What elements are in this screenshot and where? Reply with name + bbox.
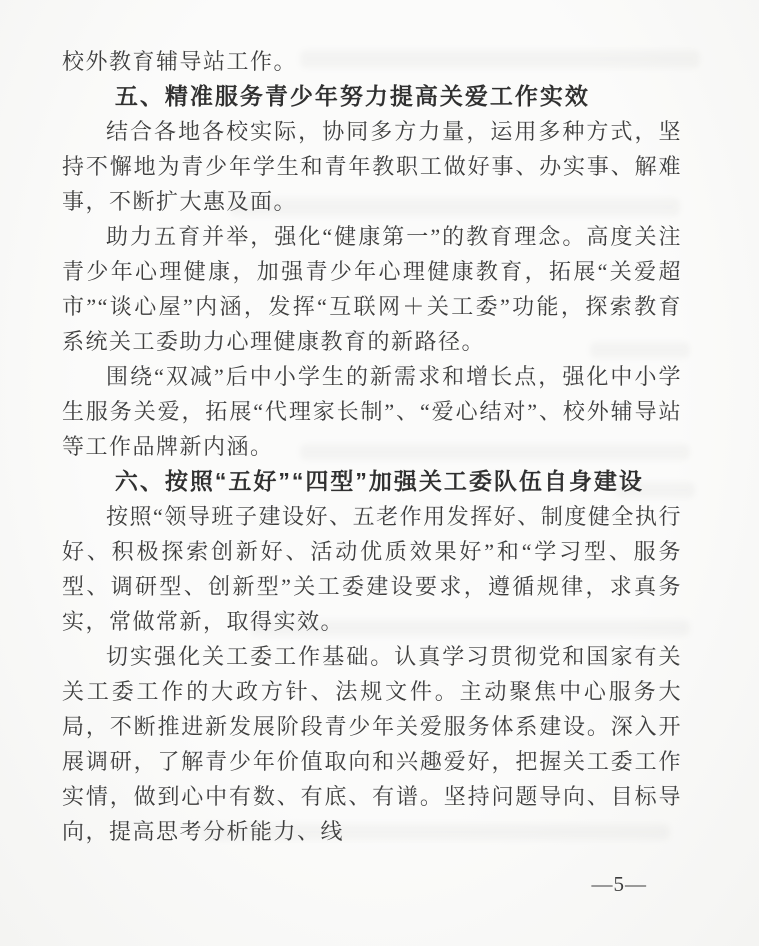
paragraph: 结合各地各校实际，协同多方力量，运用多种方式，坚持不懈地为青少年学生和青年教职工做好事、办实事、解难事，不断扩大惠及面。 [62, 119, 682, 214]
document-body [62, 44, 682, 849]
paragraph: 围绕“双减”后中小学生的新需求和增长点，强化中小学生服务关爱，拓展“代理家长制”、“爱心结对”、校外辅导站等工作品牌新内涵。 [62, 364, 682, 459]
page-number: —5— [591, 872, 647, 896]
section-heading-5: 五、精准服务青少年努力提高关爱工作实效 [114, 83, 590, 109]
paragraph-continuation: 校外教育辅导站工作。 [62, 49, 298, 74]
paragraph: 切实强化关工委工作基础。认真学习贯彻党和国家有关关工委工作的大政方针、法规文件。主动聚焦中心服务大局，不断推进新发展阶段青少年关爱服务体系建设。深入开展调研，了解青少年价值取向和兴趣爱好，把握关工委工作实情，做到心中有数、有底、有谱。坚持问题导向、目标导向，提高思考分析能力、线 [62, 644, 682, 844]
paragraph: 按照“领导班子建设好、五老作用发挥好、制度健全执行好、积极探索创新好、活动优质效果好”和“学习型、服务型、调研型、创新型”关工委建设要求，遵循规律，求真务实，常做常新，取得实效。 [62, 504, 682, 634]
section-heading-6: 六、按照“五好”“四型”加强关工委队伍自身建设 [114, 468, 644, 494]
paragraph: 助力五育并举，强化“健康第一”的教育理念。高度关注青少年心理健康，加强青少年心理健康教育，拓展“关爱超市”“谈心屋”内涵，发挥“互联网＋关工委”功能，探索教育系统关工委助力心理健康教育的新路径。 [62, 224, 682, 354]
